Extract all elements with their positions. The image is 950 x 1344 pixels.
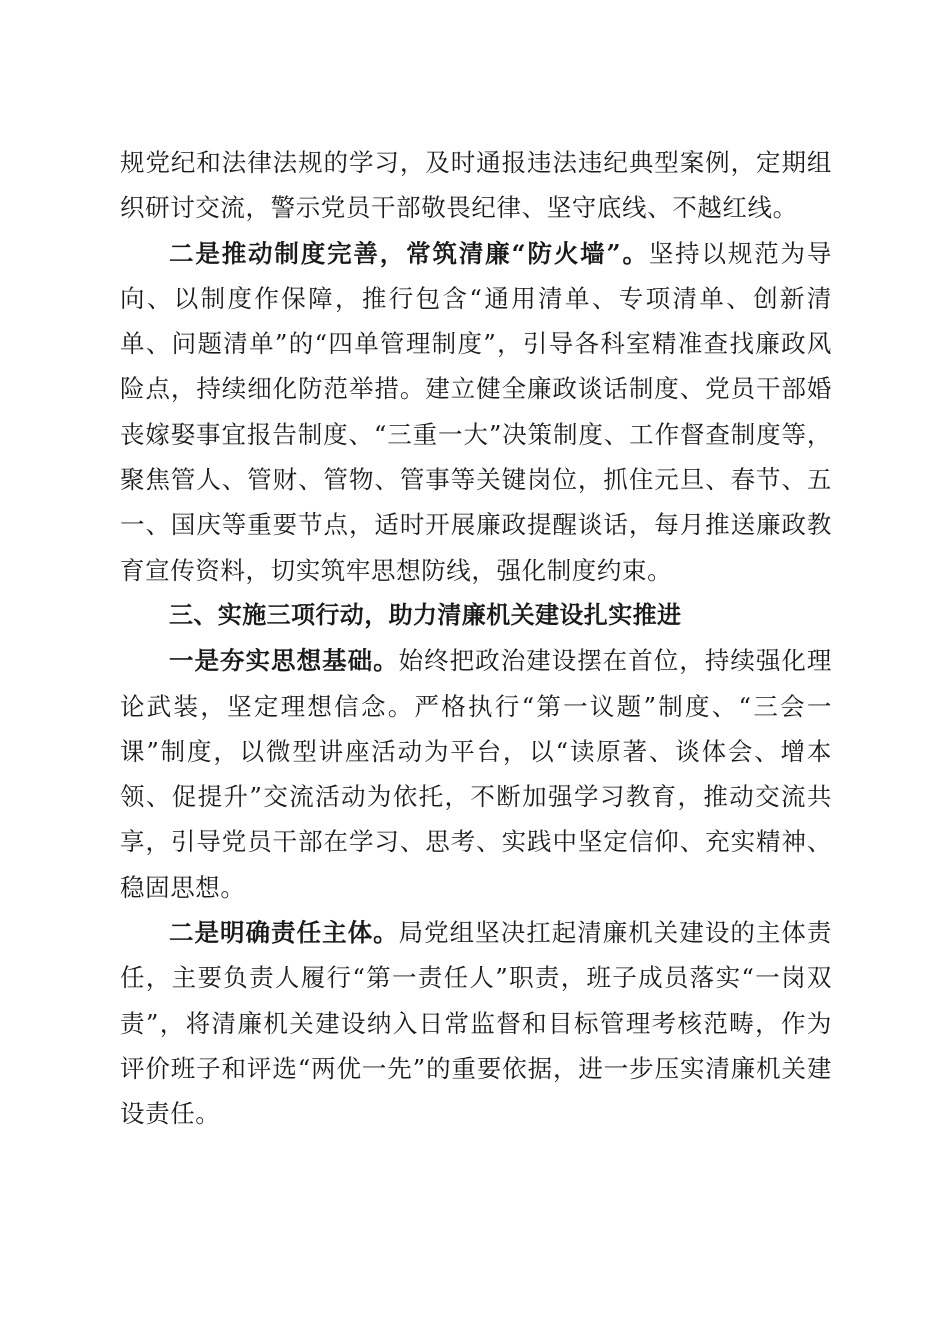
document-body <box>120 140 832 1137</box>
section-heading-three <box>120 593 832 638</box>
paragraph-text: 坚持以规范为导向、以制度作保障，推行包含“通用清单、专项清单、创新清单、问题清单”的“四单管理制度”，引导各科室精准查找廉政风险点，持续细化防范举措。建立健全廉政谈话制度、党员干部婚丧嫁娶事宜报告制度、“三重一大”决策制度、工作督查制度等，聚焦管人、管财、管物、管事等关键岗位，抓住元旦、春节、五一、国庆等重要节点，适时开展廉政提醒谈话，每月推送廉政教育宣传资料，切实筑牢思想防线，强化制度约束。 <box>120 238 833 585</box>
paragraph-ideological-foundation <box>120 638 832 910</box>
paragraph-text: 局党组坚决扛起清廉机关建设的主体责任，主要负责人履行“第一责任人”职责，班子成员落实“一岗双责”，将清廉机关建设纳入日常监督和目标管理考核范畴，作为评价班子和评选“两优一先”的重要依据，进一步压实清廉机关建设责任。 <box>120 918 832 1129</box>
paragraph-responsibility <box>120 910 832 1136</box>
paragraph-continuation <box>120 140 832 231</box>
paragraph-text: 始终把政治建设摆在首位，持续强化理论武装，坚定理想信念。严格执行“第一议题”制度、“三会一课”制度，以微型讲座活动为平台，以“读原著、谈体会、增本领、促提升”交流活动为依托，不断加强学习教育，推动交流共享，引导党员干部在学习、思考、实践中坚定信仰、充实精神、稳固思想。 <box>120 646 832 902</box>
paragraph-system-improvement <box>120 231 832 593</box>
paragraph-lead: 二是推动制度完善，常筑清廉“防火墙”。 <box>169 238 649 268</box>
paragraph-text: 规党纪和法律法规的学习，及时通报违法违纪典型案例，定期组织研讨交流，警示党员干部敬畏纪律、坚守底线、不越红线。 <box>120 148 832 223</box>
section-heading-text: 三、实施三项行动，助力清廉机关建设扎实推进 <box>169 600 682 629</box>
paragraph-lead: 二是明确责任主体。 <box>169 918 399 948</box>
paragraph-lead: 一是夯实思想基础。 <box>169 646 399 676</box>
